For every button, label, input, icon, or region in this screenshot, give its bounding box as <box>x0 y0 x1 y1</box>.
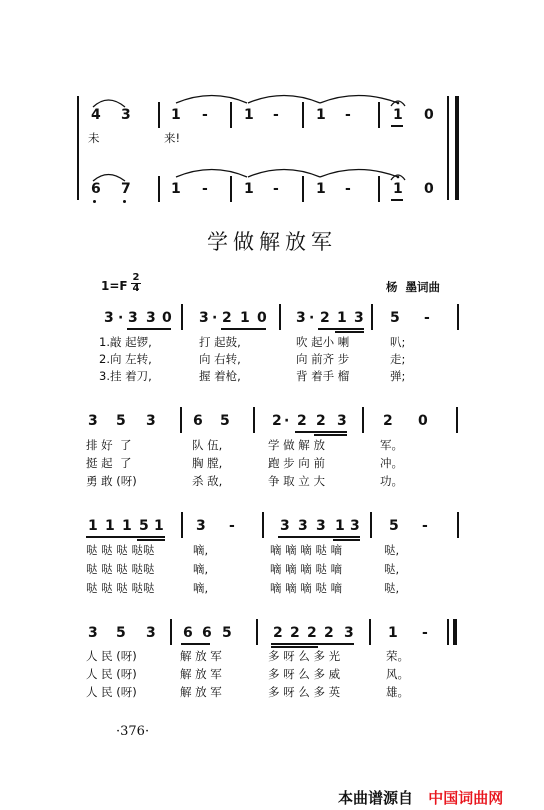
lyric: 队 伍, <box>192 438 223 452</box>
lyric: 嘀 嘀 嘀 哒 嘀 <box>270 581 343 595</box>
note: 5 <box>116 413 126 429</box>
note: 5 <box>389 518 399 534</box>
lyric: 风。 <box>386 667 409 681</box>
dot: · <box>118 310 124 326</box>
note: 3 <box>337 413 347 429</box>
note: 0 <box>162 310 172 326</box>
note: 2 <box>297 413 307 429</box>
lower-note: - <box>345 181 351 197</box>
lyric: 解 放 军 <box>180 649 222 663</box>
note: 5 <box>220 413 230 429</box>
barline <box>253 407 255 433</box>
lyric: 向 前齐 步 <box>296 352 350 366</box>
barline <box>369 619 371 645</box>
lyric: 勇 敢 (呀) <box>86 474 137 488</box>
lower-note: 1 <box>171 181 181 197</box>
underline <box>86 536 165 538</box>
note: 3 <box>316 518 326 534</box>
lyric: 人 民 (呀) <box>86 685 137 699</box>
lyric: 荣。 <box>386 649 409 663</box>
lyric: 胸 膛, <box>192 456 223 470</box>
underline <box>314 434 347 436</box>
lyric: 争 取 立 大 <box>268 474 325 488</box>
barline <box>181 304 183 330</box>
note: 0 <box>418 413 428 429</box>
note: 6 <box>183 625 193 641</box>
lyric: 哒, <box>384 543 400 557</box>
underline <box>295 431 347 433</box>
credit: 杨 墨词曲 <box>386 280 441 294</box>
note: 2 <box>307 625 317 641</box>
lyric: 学 做 解 放 <box>268 438 325 452</box>
final-barline-thick <box>453 619 457 645</box>
note: 2 <box>290 625 300 641</box>
underline <box>278 536 360 538</box>
note: 3 <box>298 518 308 534</box>
lyric: 哒 哒 哒 哒哒 <box>86 562 155 576</box>
note: 3 <box>146 625 156 641</box>
time-denominator: 4 <box>132 283 140 294</box>
lyric: 打 起鼓, <box>199 335 241 349</box>
underline <box>127 328 171 330</box>
song-title: 学做解放军 <box>207 230 337 254</box>
note: 1 <box>105 518 115 534</box>
note: 2 <box>383 413 393 429</box>
lower-note: 6 <box>91 181 101 197</box>
dot: · <box>309 310 315 326</box>
lyric: 军。 <box>380 438 403 452</box>
lyric: 嘀 嘀 嘀 哒 嘀 <box>270 543 343 557</box>
note: 0 <box>257 310 267 326</box>
barline <box>457 512 459 538</box>
lyric: 3.挂 着刀, <box>99 369 152 383</box>
key-signature <box>101 279 128 293</box>
lyric: 嘀, <box>193 562 209 576</box>
note: 5 <box>139 518 149 534</box>
lyric: 挺 起 了 <box>86 456 132 470</box>
lower-note: 1 <box>316 181 326 197</box>
lyric: 弹; <box>390 369 406 383</box>
note: 5 <box>116 625 126 641</box>
note: 2 <box>222 310 232 326</box>
lyric: 多 呀 么 多 光 <box>268 649 341 663</box>
key-label: 1=F <box>101 279 128 293</box>
final-barline-thin <box>447 619 449 645</box>
upper-note: 3 <box>121 107 131 123</box>
barline <box>457 304 459 330</box>
source-site-link[interactable]: 中国词曲网 <box>428 789 504 807</box>
lower-note: - <box>273 181 279 197</box>
lyric: 嘀, <box>193 543 209 557</box>
lower-note: 7 <box>121 181 131 197</box>
lyric: 哒, <box>384 562 400 576</box>
lyric: 吹 起小 喇 <box>296 335 350 349</box>
lyric: 人 民 (呀) <box>86 667 137 681</box>
lyric: 多 呀 么 多 威 <box>268 667 341 681</box>
lyric: 雄。 <box>386 685 409 699</box>
barline <box>256 619 258 645</box>
lyric: 未 <box>88 131 100 145</box>
note: 6 <box>202 625 212 641</box>
note: 5 <box>222 625 232 641</box>
note: 3 <box>296 310 306 326</box>
underline <box>318 328 364 330</box>
underline <box>335 331 364 333</box>
barline <box>362 407 364 433</box>
note: 2 <box>316 413 326 429</box>
upper-note: - <box>273 107 279 123</box>
note: 2 <box>320 310 330 326</box>
dot: · <box>284 413 290 429</box>
lyric: 嘀, <box>193 581 209 595</box>
note: 3 <box>354 310 364 326</box>
lyric: 功。 <box>380 474 403 488</box>
note: 3 <box>196 518 206 534</box>
note: 3 <box>88 413 98 429</box>
underline <box>271 643 354 645</box>
lyric: 人 民 (呀) <box>86 649 137 663</box>
barline <box>262 512 264 538</box>
lyric: 解 放 军 <box>180 667 222 681</box>
lyric: 哒 哒 哒 哒哒 <box>86 581 155 595</box>
lyric: 冲。 <box>380 456 403 470</box>
time-numerator: 2 <box>132 272 140 283</box>
dot: · <box>212 310 218 326</box>
lyric: 来! <box>164 131 181 145</box>
note: 3 <box>88 625 98 641</box>
note: 1 <box>337 310 347 326</box>
underline <box>333 539 360 541</box>
upper-note: 4 <box>91 107 101 123</box>
note: 5 <box>390 310 400 326</box>
note: 3 <box>146 310 156 326</box>
note: 3 <box>344 625 354 641</box>
lyric: 1.敲 起锣, <box>99 335 152 349</box>
note: 3 <box>128 310 138 326</box>
lyric: 握 着枪, <box>199 369 241 383</box>
barline <box>370 512 372 538</box>
upper-note: 1 <box>171 107 181 123</box>
lyric: 向 右转, <box>199 352 241 366</box>
barline <box>456 407 458 433</box>
dash: - <box>229 518 235 534</box>
lower-note: 0 <box>424 181 434 197</box>
note: 3 <box>199 310 209 326</box>
dash: - <box>422 518 428 534</box>
lyric: 哒, <box>384 581 400 595</box>
note: 3 <box>350 518 360 534</box>
lyric: 背 着手 榴 <box>296 369 350 383</box>
lyric: 嘀 嘀 嘀 哒 嘀 <box>270 562 343 576</box>
note: 1 <box>154 518 164 534</box>
lyric: 走; <box>390 352 406 366</box>
underline <box>181 643 210 645</box>
barline <box>279 304 281 330</box>
lyric: 哒 哒 哒 哒哒 <box>86 543 155 557</box>
lower-note: 1 <box>393 181 403 197</box>
note: 6 <box>193 413 203 429</box>
underline <box>137 539 165 541</box>
dash: - <box>422 625 428 641</box>
upper-note: - <box>202 107 208 123</box>
note: 2 <box>272 413 282 429</box>
note: 3 <box>280 518 290 534</box>
lower-note: 1 <box>244 181 254 197</box>
upper-note: 1 <box>316 107 326 123</box>
page-number: ·376· <box>116 724 150 739</box>
upper-note: - <box>345 107 351 123</box>
lower-note: - <box>202 181 208 197</box>
upper-note: 1 <box>393 107 403 123</box>
note: 1 <box>388 625 398 641</box>
note: 1 <box>240 310 250 326</box>
note: 1 <box>335 518 345 534</box>
barline <box>181 512 183 538</box>
barline <box>180 407 182 433</box>
upper-note: 1 <box>244 107 254 123</box>
note: 1 <box>122 518 132 534</box>
barline <box>371 304 373 330</box>
lyric: 排 好 了 <box>86 438 132 452</box>
note: 1 <box>88 518 98 534</box>
lyric: 2.向 左转, <box>99 352 152 366</box>
upper-note: 0 <box>424 107 434 123</box>
note: 3 <box>104 310 114 326</box>
lyric: 多 呀 么 多 英 <box>268 685 341 699</box>
barline <box>170 619 172 645</box>
underline <box>271 646 318 648</box>
lyric: 解 放 军 <box>180 685 222 699</box>
dash: - <box>424 310 430 326</box>
note: 2 <box>273 625 283 641</box>
lyric: 跑 步 向 前 <box>268 456 325 470</box>
underline <box>221 328 266 330</box>
note: 2 <box>324 625 334 641</box>
time-signature <box>131 273 141 294</box>
lyric: 叭; <box>390 335 406 349</box>
source-note <box>338 787 503 808</box>
lyric: 杀 敌, <box>192 474 223 488</box>
source-label: 本曲谱源自 <box>338 789 414 807</box>
note: 3 <box>146 413 156 429</box>
